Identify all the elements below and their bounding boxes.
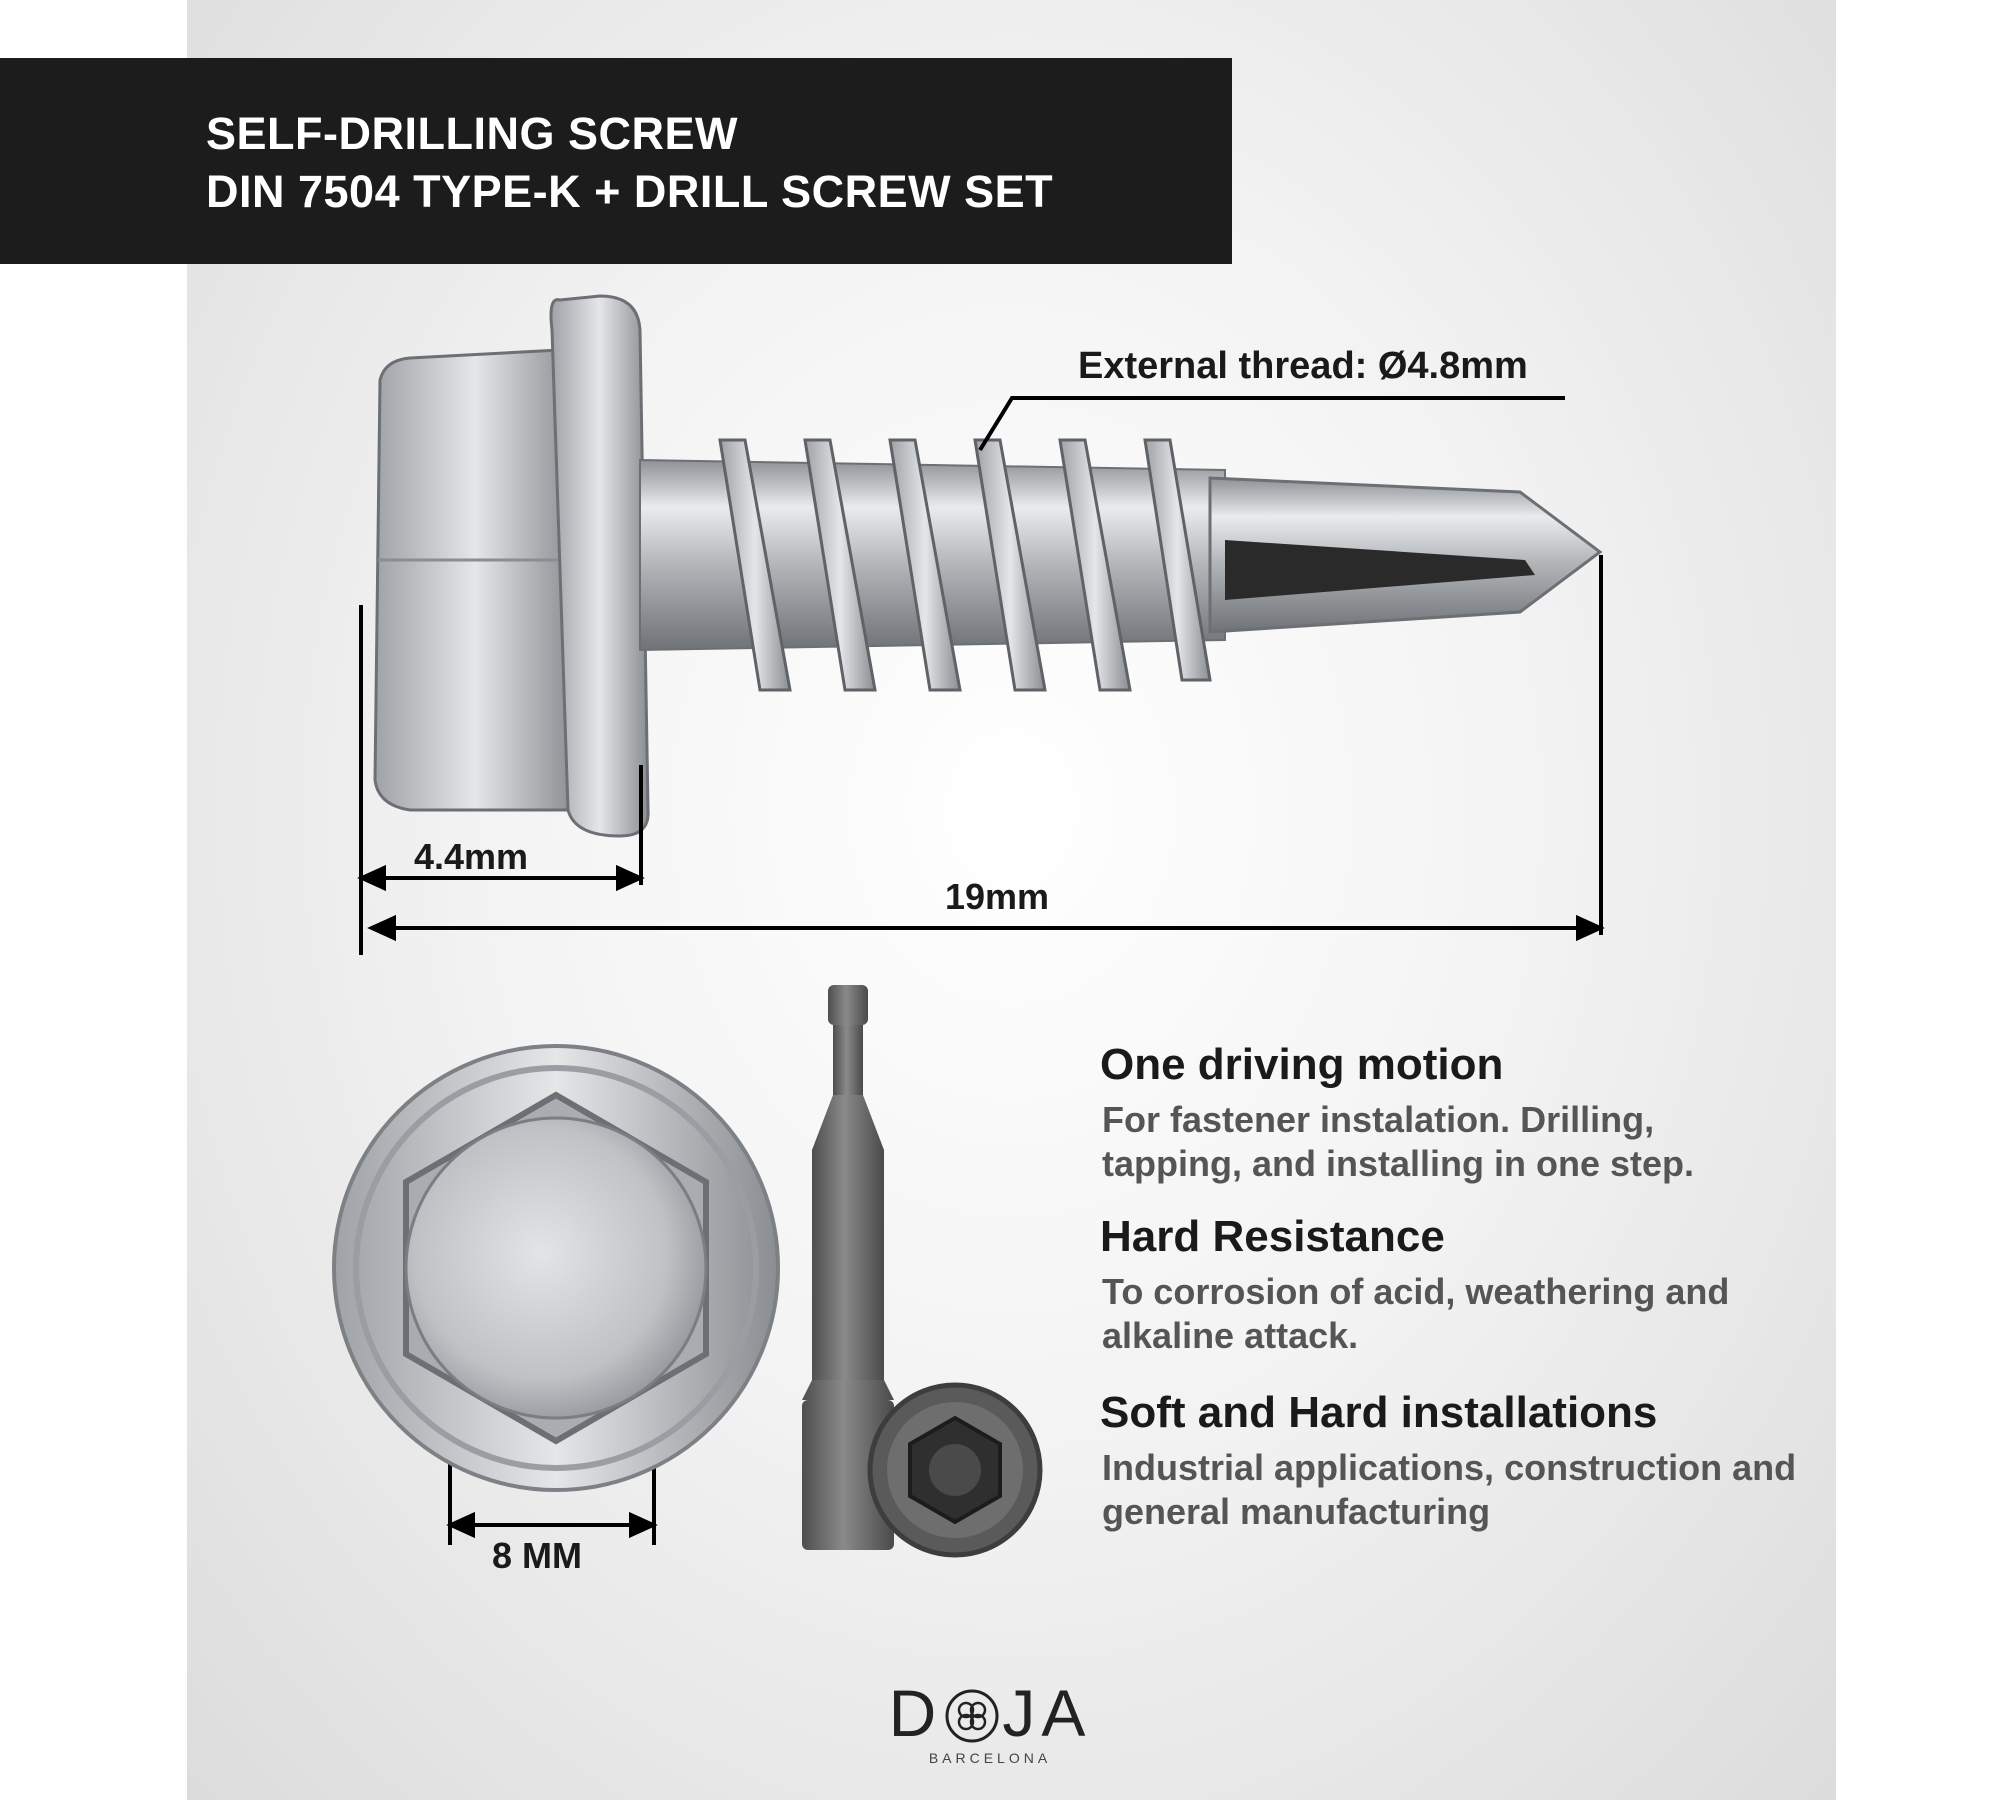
brand-tagline: BARCELONA xyxy=(928,1750,1052,1766)
total-length-label: 19mm xyxy=(945,876,1050,917)
feature-description: To corrosion of acid, weathering and alkaline attack. xyxy=(1102,1271,1730,1356)
brand-logo xyxy=(878,1678,1102,1778)
title-line-2: DIN 7504 TYPE-K + DRILL SCREW SET xyxy=(206,166,1054,217)
head-width-label: 8 MM xyxy=(492,1535,582,1576)
thread-dimension-label: External thread: Ø4.8mm xyxy=(1078,345,1528,387)
feature-title: Hard Resistance xyxy=(1100,1212,1445,1261)
feature-title: Soft and Hard installations xyxy=(1100,1388,1658,1437)
head-height-label: 4.4mm xyxy=(414,836,529,877)
screw-hex-head xyxy=(375,350,575,810)
screw-washer-flange xyxy=(551,296,648,836)
feature-description: For fastener instalation. Drilling, tapping, and installing in one step. xyxy=(1102,1099,1695,1184)
brand-wordmark xyxy=(878,1678,1102,1748)
brand-emblem-icon xyxy=(944,1688,1000,1744)
feature-one-driving-motion xyxy=(1100,1040,1800,1186)
screw-top-view xyxy=(334,1046,778,1490)
feature-soft-hard-installations xyxy=(1100,1388,1800,1534)
nut-setter-bit xyxy=(802,985,1040,1555)
brand-letter-d: D xyxy=(888,1676,943,1750)
feature-description: Industrial applications, construction and general manufacturing xyxy=(1102,1447,1797,1532)
feature-title: One driving motion xyxy=(1100,1040,1504,1089)
title-line-1: SELF-DRILLING SCREW xyxy=(206,108,738,159)
feature-hard-resistance xyxy=(1100,1212,1800,1358)
brand-letters-ja: JA xyxy=(1002,1676,1092,1750)
